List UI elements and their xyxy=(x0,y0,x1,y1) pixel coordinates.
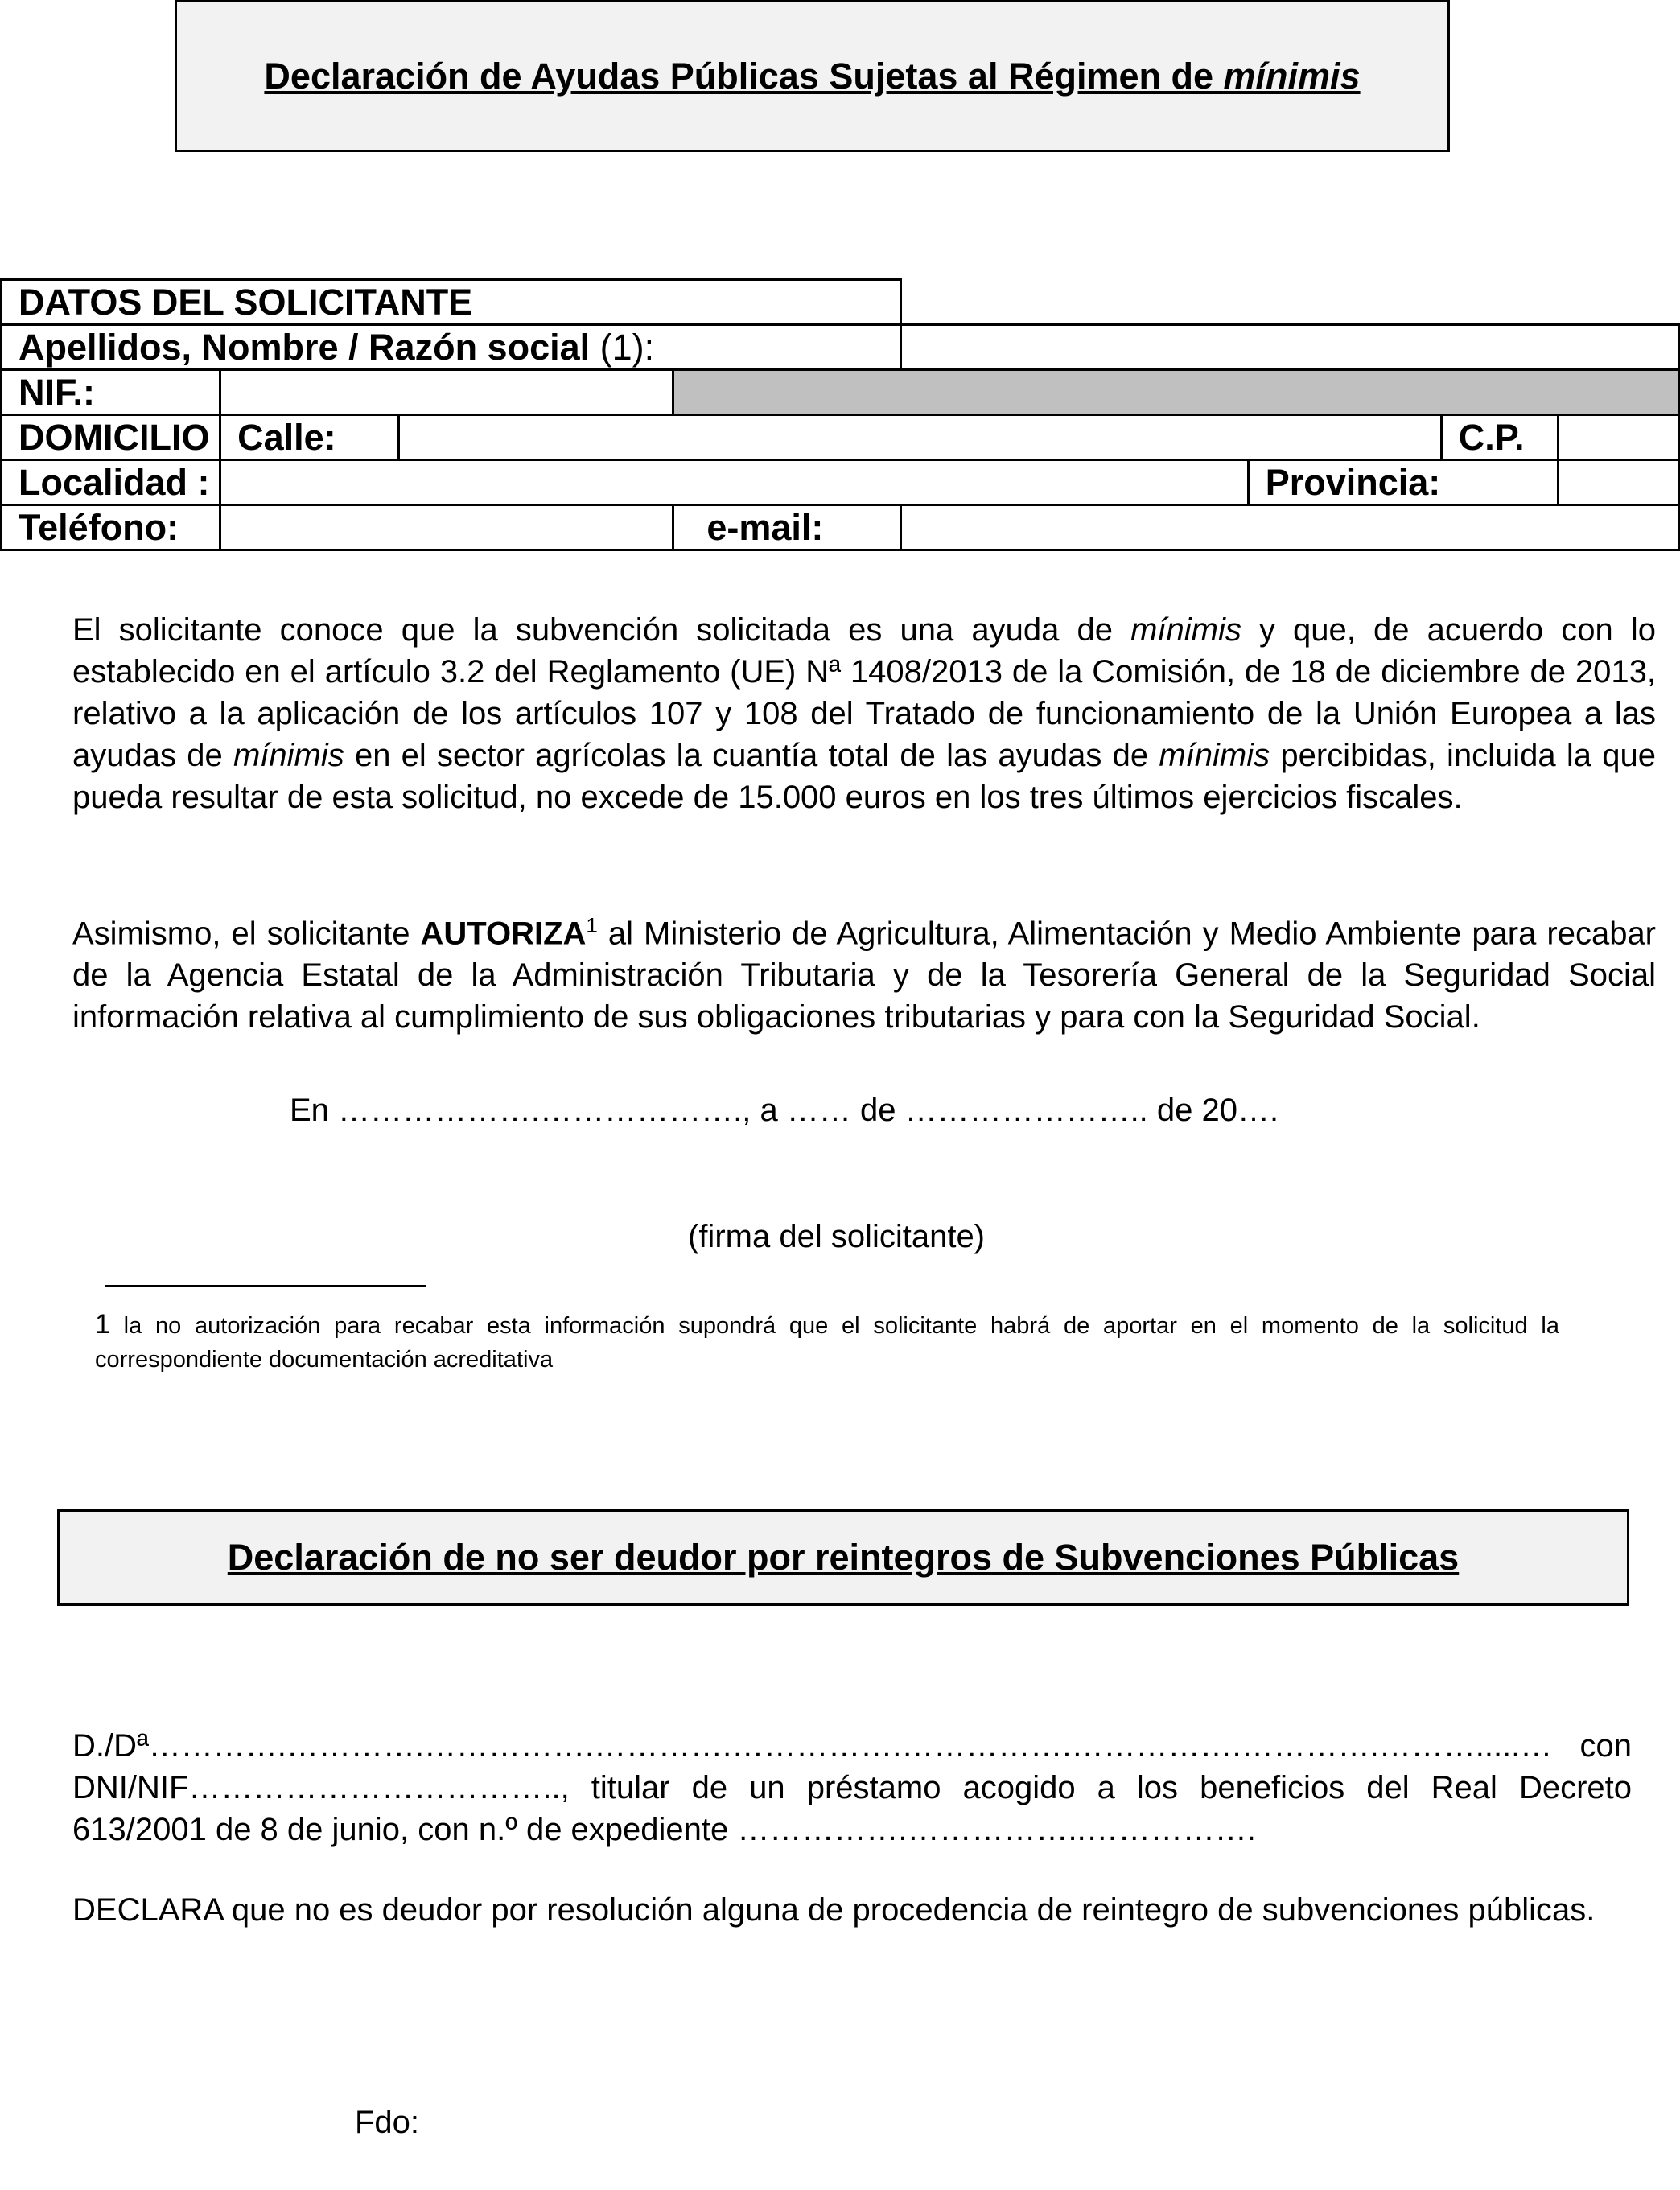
calle-field[interactable] xyxy=(399,415,1442,460)
name-field[interactable] xyxy=(900,325,1679,370)
cp-field[interactable] xyxy=(1558,415,1678,460)
place-date-line: En ……………….………………., a …… de ………………….. de 20…. xyxy=(290,1093,1279,1128)
authorization-paragraph: Asimismo, el solicitante AUTORIZA$^1$ al Ministerio de Agricultura, Alimentación y Medio Ambiente para recabar de la Agencia Estatal de la Administración Tributaria y de la Tesorería General de la Seguridad Social información relativa al cumplimiento de sus obligaciones tributarias y para con la Seguridad Social. xyxy=(72,913,1657,1035)
declaration-title-minimis xyxy=(175,0,1450,152)
telefono-field[interactable] xyxy=(220,505,673,550)
nif-label: NIF.: xyxy=(2,370,220,415)
email-field[interactable] xyxy=(900,505,1679,550)
title-italic-word: mínimis xyxy=(1223,55,1361,97)
title-text: Declaración de Ayudas Públicas Sujetas al Régimen de xyxy=(264,55,1224,97)
minimis-paragraph: El solicitante conoce que la subvención solicitada es una ayuda de mínimis y que, de acuerdo con lo establecido en el artículo 3.2 del Reglamento (UE) Nª 1408/2013 de la Comisión, de 18 de diciembre de 2013, relativo a la aplicación de los artículos 107 y 108 del Tratado de funcionamiento de la Unión Europea a las ayudas de mínimis en el sector agrícolas la cuantía total de las ayudas de mínimis percibidas, incluida la que pueda resultar de esta solicitud, no excede de 15.000 euros en los tres últimos ejercicios fiscales. xyxy=(72,612,1657,815)
shaded-cell xyxy=(673,370,1679,415)
identity-paragraph: D./Dª………….………….…………….………….…………….…………….…………….………….……….....… con DNI/NIF…………………………….., titular de un préstamo acogido a los beneficios del Real Decreto 613/2001 de 8 de junio, con n.º de expediente …………….……………..……………. xyxy=(72,1728,1632,1847)
footnote: 1 la no autorización para recabar esta información supondrá que el solicitante habrá de aportar en el momento de la solicitud la correspondiente documentación acreditativa xyxy=(95,1309,1559,1373)
applicant-data-table xyxy=(0,278,1680,551)
applicant-data-header: DATOS DEL SOLICITANTE xyxy=(2,280,901,325)
applicant-signature-label: (firma del solicitante) xyxy=(688,1219,986,1254)
provincia-field[interactable] xyxy=(1558,460,1678,505)
telefono-label: Teléfono: xyxy=(2,505,220,550)
nif-field[interactable] xyxy=(220,370,673,415)
domicilio-label: DOMICILIO xyxy=(2,415,220,460)
non-debtor-declaration-title: Declaración de no ser deudor por reintegros de Subvenciones Públicas xyxy=(57,1509,1629,1606)
localidad-field[interactable] xyxy=(220,460,1249,505)
declaration-paragraph: DECLARA que no es deudor por resolución alguna de procedencia de reintegro de subvenciones públicas. xyxy=(72,1892,1596,1928)
empty-cell xyxy=(900,280,1679,325)
provincia-label: Provincia: xyxy=(1248,460,1558,505)
name-label: Apellidos, Nombre / Razón social (1): xyxy=(2,325,901,370)
calle-label: Calle: xyxy=(220,415,399,460)
cp-label: C.P. xyxy=(1441,415,1558,460)
footnote-separator xyxy=(105,1285,426,1287)
fdo-signature-label: Fdo: xyxy=(355,2105,420,2140)
localidad-label: Localidad : xyxy=(2,460,220,505)
email-label: e-mail: xyxy=(673,505,900,550)
